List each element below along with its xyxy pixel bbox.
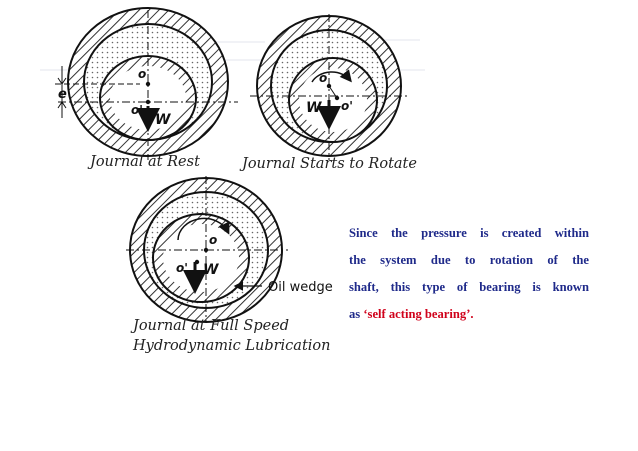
journal-center-dot <box>146 100 150 104</box>
caption-full-speed: Journal at Full Speed <box>133 318 290 334</box>
eccentricity-label: e <box>58 87 67 102</box>
load-label: W <box>203 262 219 278</box>
note-line-4 <box>349 307 589 322</box>
bearing-center-dot <box>146 82 150 86</box>
load-label: W <box>155 112 171 128</box>
note-line-2: the system due to rotation of the <box>349 253 589 267</box>
panel-journal-at-rest <box>55 8 238 170</box>
bearing-center-label: o <box>209 233 218 247</box>
journal-center-label: o' <box>131 103 143 117</box>
explanation-text <box>349 226 589 334</box>
note-line-3: shaft, this type of bearing is known <box>349 280 589 294</box>
journal-center-label: o' <box>341 99 353 113</box>
journal-core <box>163 224 239 292</box>
bearing-center-label: o <box>138 67 147 81</box>
load-label: W <box>306 100 322 116</box>
panel-journal-full-speed <box>126 176 333 354</box>
journal-center-label: o' <box>176 261 188 275</box>
self-acting-bearing-highlight: ‘self acting bearing’. <box>363 307 474 321</box>
bearing-center-label: o <box>319 71 328 85</box>
note-line-4-prefix: as <box>349 307 364 321</box>
caption-journal-starts-rotate: Journal Starts to Rotate <box>242 156 417 172</box>
oil-wedge-label: Oil wedge <box>268 280 333 295</box>
bearing-center-dot <box>204 248 208 252</box>
panel-journal-starts-rotate <box>239 14 417 172</box>
caption-journal-at-rest: Journal at Rest <box>90 154 200 170</box>
note-line-1: Since the pressure is created within <box>349 226 589 240</box>
caption-hydrodynamic-lubrication: Hydrodynamic Lubrication <box>133 338 331 354</box>
